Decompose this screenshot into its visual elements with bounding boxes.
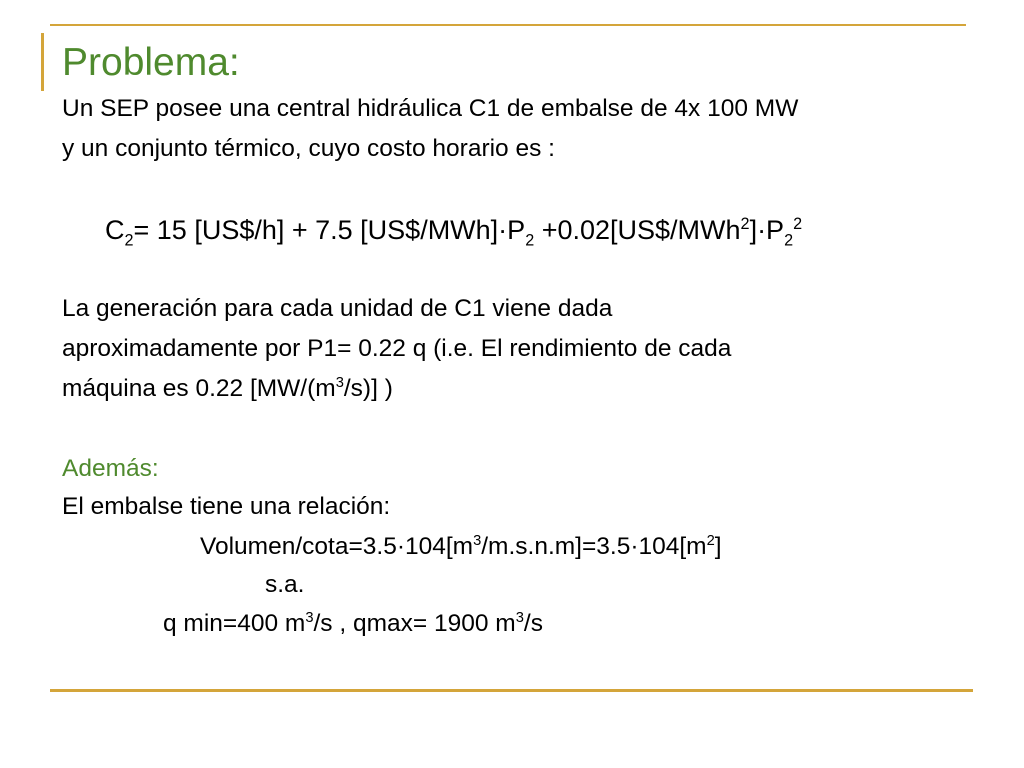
generation-line-3 [62, 372, 393, 406]
eq-lhs-sub: 2 [124, 231, 134, 250]
intro-line-2: y un conjunto térmico, cuyo costo horario es : [62, 135, 555, 162]
generation-line-1: La generación para cada unidad de C1 viene dada [62, 295, 613, 322]
eq-part1-sub: 2 [525, 231, 535, 250]
eq-part2: +0.02[US$/MWh [534, 215, 741, 245]
slide-title: Problema: [62, 41, 240, 84]
flow-sup1: 3 [305, 609, 314, 626]
eq-lhs-var: C [105, 215, 125, 245]
flow-sup2: 3 [515, 609, 524, 626]
flow-part3: /s [523, 610, 543, 637]
ademas-label: Además: [62, 455, 159, 482]
vol-part3: ] [714, 533, 722, 560]
cost-equation [105, 213, 803, 250]
eq-part3-sup: 2 [793, 215, 803, 233]
volume-relation [200, 530, 722, 564]
vol-sup1: 3 [473, 532, 482, 549]
vol-sup2: 2 [706, 532, 715, 549]
frame-top-rule [50, 24, 966, 26]
sa-label: s.a. [265, 571, 305, 598]
gen3-post: /s)] ) [343, 375, 393, 402]
frame-bottom-rule [50, 689, 973, 692]
vol-part2: /m.s.n.m]=3.5·104[m [481, 533, 707, 560]
eq-part1: = 15 [US$/h] + 7.5 [US$/MWh]·P [133, 215, 526, 245]
eq-part3-sub: 2 [784, 231, 794, 250]
eq-part3: ]·P [749, 215, 785, 245]
gen3-sup: 3 [335, 374, 344, 391]
flow-part2: /s , qmax= 1900 m [313, 610, 516, 637]
vol-part1: Volumen/cota=3.5·104[m [200, 533, 474, 560]
flow-constraint [163, 607, 543, 641]
eq-part2-sup: 2 [740, 215, 750, 233]
intro-line-1: Un SEP posee una central hidráulica C1 de embalse de 4x 100 MW [62, 95, 799, 122]
flow-part1: q min=400 m [163, 610, 306, 637]
gen3-pre: máquina es 0.22 [MW/(m [62, 375, 336, 402]
reservoir-intro: El embalse tiene una relación: [62, 493, 391, 520]
generation-line-2: aproximadamente por P1= 0.22 q (i.e. El rendimiento de cada [62, 335, 732, 362]
frame-left-rule [41, 33, 44, 91]
